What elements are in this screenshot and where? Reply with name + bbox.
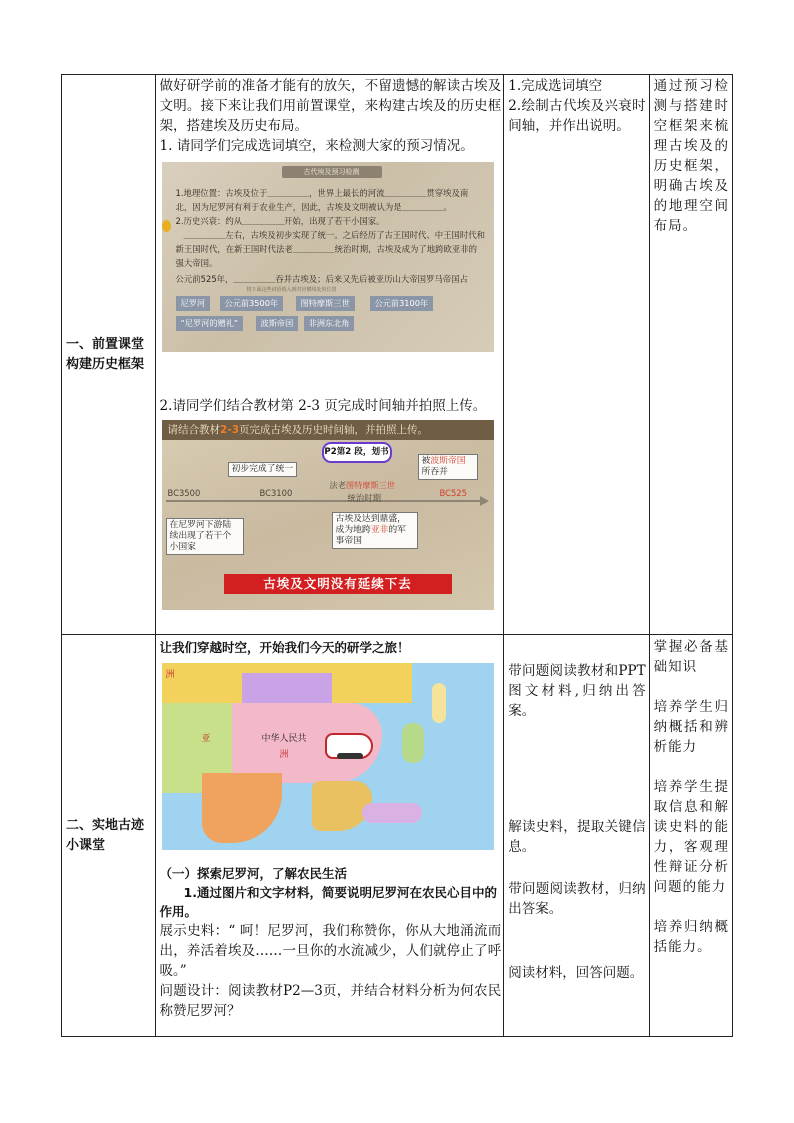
word-chip: “尼罗河的赠礼” — [176, 316, 244, 331]
timeline-axis — [166, 500, 484, 502]
design-purpose: 通过预习检测与搭建时空框架来梳理古埃及的历史框架，明确古埃及的地理空间布局。 — [653, 78, 729, 234]
quiz-image — [162, 162, 494, 352]
source-text: 展示史料：“ 呵！尼罗河，我们称赞你，你从大地涌流而出，养活着埃及……一旦你的水流减少，人们就停止了呼吸。” — [159, 923, 502, 979]
quiz-line: ＿＿＿＿＿左右，古埃及初步实现了统一。之后经历了古王国时代、中王国时代和 — [183, 230, 486, 240]
task-one: 1. 请同学们完成选词填空，来检测大家的预习情况。 — [159, 138, 474, 154]
activity-two: 解读史料，提取关键信息。 — [508, 819, 646, 855]
year-label: BC525 — [439, 488, 467, 498]
purpose-two: 培养学生归纳概括和辨析能力 — [653, 699, 729, 755]
word-chip: 图特摩斯三世 — [296, 296, 355, 311]
activity-cell — [504, 635, 649, 1037]
word-chip: 尼罗河 — [176, 296, 211, 311]
intro-text: 做好研学前的准备才能有的放矢，不留遗憾的解读古埃及文明。接下来让我们用前置课堂，来构建古埃及的历史框架，搭建埃及历史布局。 — [159, 78, 502, 134]
year-label: BC3100 — [259, 488, 293, 498]
conclusion-banner: 古埃及文明没有延续下去 — [224, 574, 452, 594]
quiz-line: 公元前525年，＿＿＿＿＿吞并古埃及；后来又先后被亚历山大帝国罗马帝国占 — [175, 274, 468, 284]
bulb-icon — [162, 220, 171, 232]
table-row — [62, 75, 733, 635]
stage-cell: 一、前置课堂构建历史框架 — [62, 75, 156, 635]
timeline-header: 请结合教材2-3页完成古埃及历史时间轴，并拍照上传。 — [162, 420, 494, 440]
purpose-cell — [649, 635, 732, 1037]
lesson-table — [61, 74, 733, 1037]
stage-cell: 二、实地古迹小课堂 — [62, 635, 156, 1037]
activity-three: 带问题阅读教材，归纳出答案。 — [508, 881, 646, 917]
quiz-note: 将下面这些词语填入到对应横线处的位置 — [246, 287, 337, 293]
quiz-line: 2.历史兴衰：约从＿＿＿＿＿开始，出现了若干小国家。 — [175, 216, 385, 226]
arrow-icon — [480, 496, 489, 506]
peak-label: 古埃及达到鼎盛，成为地跨亚非的军事帝国 — [332, 512, 418, 549]
word-chip: 公元前3500年 — [220, 296, 284, 311]
section-heading: 让我们穿越时空，开始我们今天的研学之旅！ — [159, 640, 410, 655]
table-row — [62, 635, 733, 1037]
purpose-four: 培养归纳概括能力。 — [653, 919, 729, 955]
pharaoh-label: 法老图特摩斯三世 — [329, 480, 396, 490]
task-two: 2.请同学们结合教材第 2-3 页完成时间轴并拍照上传。 — [159, 398, 487, 414]
hint-bubble: P2第2 段，划书 — [322, 442, 392, 463]
student-activity: 1.完成选词填空 2.绘制古代埃及兴衰时间轴，并作出说明。 — [508, 78, 646, 134]
quiz-line: 北，因为尼罗河有利于农业生产，因此，古埃及文明被认为是＿＿＿＿＿。 — [175, 202, 452, 212]
timeline-image — [162, 420, 494, 610]
task-prompt: 1.通过图片和文字材料，简要说明尼罗河在农民心目中的作用。 — [159, 885, 497, 919]
airplane-icon — [325, 733, 373, 759]
word-chip: 公元前3100年 — [370, 296, 434, 311]
activity-one: 带问题阅读教材和PPT图文材料,归纳出答案。 — [508, 663, 646, 719]
unify-label: 初步完成了统一 — [228, 462, 298, 477]
quiz-line: 新王国时代，在新王国时代法老＿＿＿＿＿统治时期，古埃及成为了地跨欧亚非的 — [175, 244, 478, 254]
quiz-header: 古代埃及预习检测 — [282, 166, 382, 178]
activity-four: 阅读材料，回答问题。 — [508, 965, 644, 981]
quiz-line: 1.地理位置：古埃及位于＿＿＿＿＿，世界上最长的河流＿＿＿＿＿贯穿埃及南 — [175, 188, 469, 198]
nile-states-label: 在尼罗河下游陆续出现了若干个小国家 — [166, 518, 244, 555]
word-chip: 波斯帝国 — [256, 316, 299, 331]
subsection-title: （一）探索尼罗河，了解农民生活 — [159, 866, 348, 881]
reign-label: 统治时期 — [347, 493, 382, 503]
question-text: 问题设计：阅读教材P2—3页，并结合材料分析为何农民称赞尼罗河？ — [159, 983, 502, 1019]
word-chip: 非洲东北角 — [304, 316, 355, 331]
quiz-line: 强大帝国。 — [175, 258, 218, 268]
map-image: 洲 中华人民共 洲 亚 — [162, 663, 494, 850]
purpose-one: 掌握必备基础知识 — [653, 639, 729, 675]
purpose-cell — [649, 75, 732, 635]
persia-label: 被波斯帝国所吞并 — [418, 454, 478, 480]
year-label: BC3500 — [167, 488, 201, 498]
activity-cell — [504, 75, 649, 635]
content-cell — [155, 635, 504, 1037]
content-cell — [155, 75, 504, 635]
purpose-three: 培养学生提取信息和解读史料的能力，客观理性辩证分析问题的能力 — [653, 779, 729, 895]
